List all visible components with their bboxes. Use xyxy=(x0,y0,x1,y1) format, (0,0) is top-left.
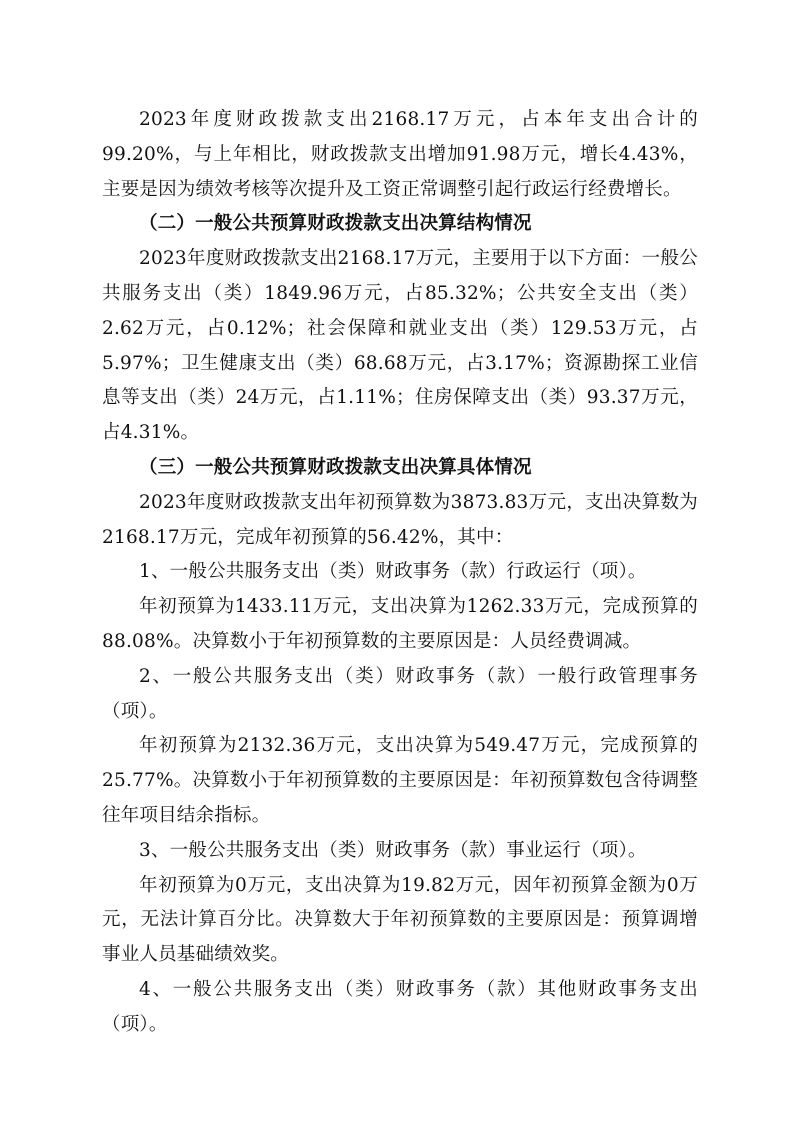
paragraph-expenditure-overview: 2023年度财政拨款支出2168.17万元，占本年支出合计的99.20%，与上年相比，财政拨款支出增加91.98万元，增长4.43%，主要是因为绩效考核等次提升及工资正常调整引起行政运行经费增长。 xyxy=(102,109,698,200)
item-1-detail: 年初预算为1433.11万元，支出决算为1262.33万元，完成预算的88.08%。决算数小于年初预算数的主要原因是：人员经费调减。 xyxy=(102,596,698,652)
item-4-title: 4、一般公共服务支出（类）财政事务（款）其他财政事务支出（项）。 xyxy=(102,978,698,1035)
item-2-detail: 年初预算为2132.36万元，支出决算为549.47万元，完成预算的25.77%。决算数小于年初预算数的主要原因是：年初预算数包含待调整往年项目结余指标。 xyxy=(102,735,698,826)
item-2-title: 2、一般公共服务支出（类）财政事务（款）一般行政管理事务（项）。 xyxy=(102,665,698,722)
section-heading-specific: （三）一般公共预算财政拨款支出决算具体情况 xyxy=(139,456,532,478)
item-3-detail: 年初预算为0万元，支出决算为19.82万元，因年初预算金额为0万元，无法计算百分比。决算数大于年初预算数的主要原因是：预算调增事业人员基础绩效奖。 xyxy=(102,874,698,966)
item-3-title: 3、一般公共服务支出（类）财政事务（款）事业运行（项）。 xyxy=(139,839,647,861)
item-1-title: 1、一般公共服务支出（类）财政事务（款）行政运行（项）。 xyxy=(139,561,647,583)
document-body xyxy=(102,103,698,1043)
section-heading-structure: （二）一般公共预算财政拨款支出决算结构情况 xyxy=(139,213,532,235)
paragraph-budget-summary: 2023年度财政拨款支出年初预算数为3873.83万元，支出决算数为2168.17万元，完成年初预算的56.42%，其中： xyxy=(102,491,698,548)
paragraph-structure-detail: 2023年度财政拨款支出2168.17万元，主要用于以下方面：一般公共服务支出（类）1849.96万元，占85.32%；公共安全支出（类）2.62万元，占0.12%；社会保障和就业支出（类）129.53万元，占5.97%；卫生健康支出（类）68.68万元，占3.17%；资源勘探工业信息等支出（类）24万元，占1.11%；住房保障支出（类）93.37万元，占4.31%。 xyxy=(102,248,698,444)
